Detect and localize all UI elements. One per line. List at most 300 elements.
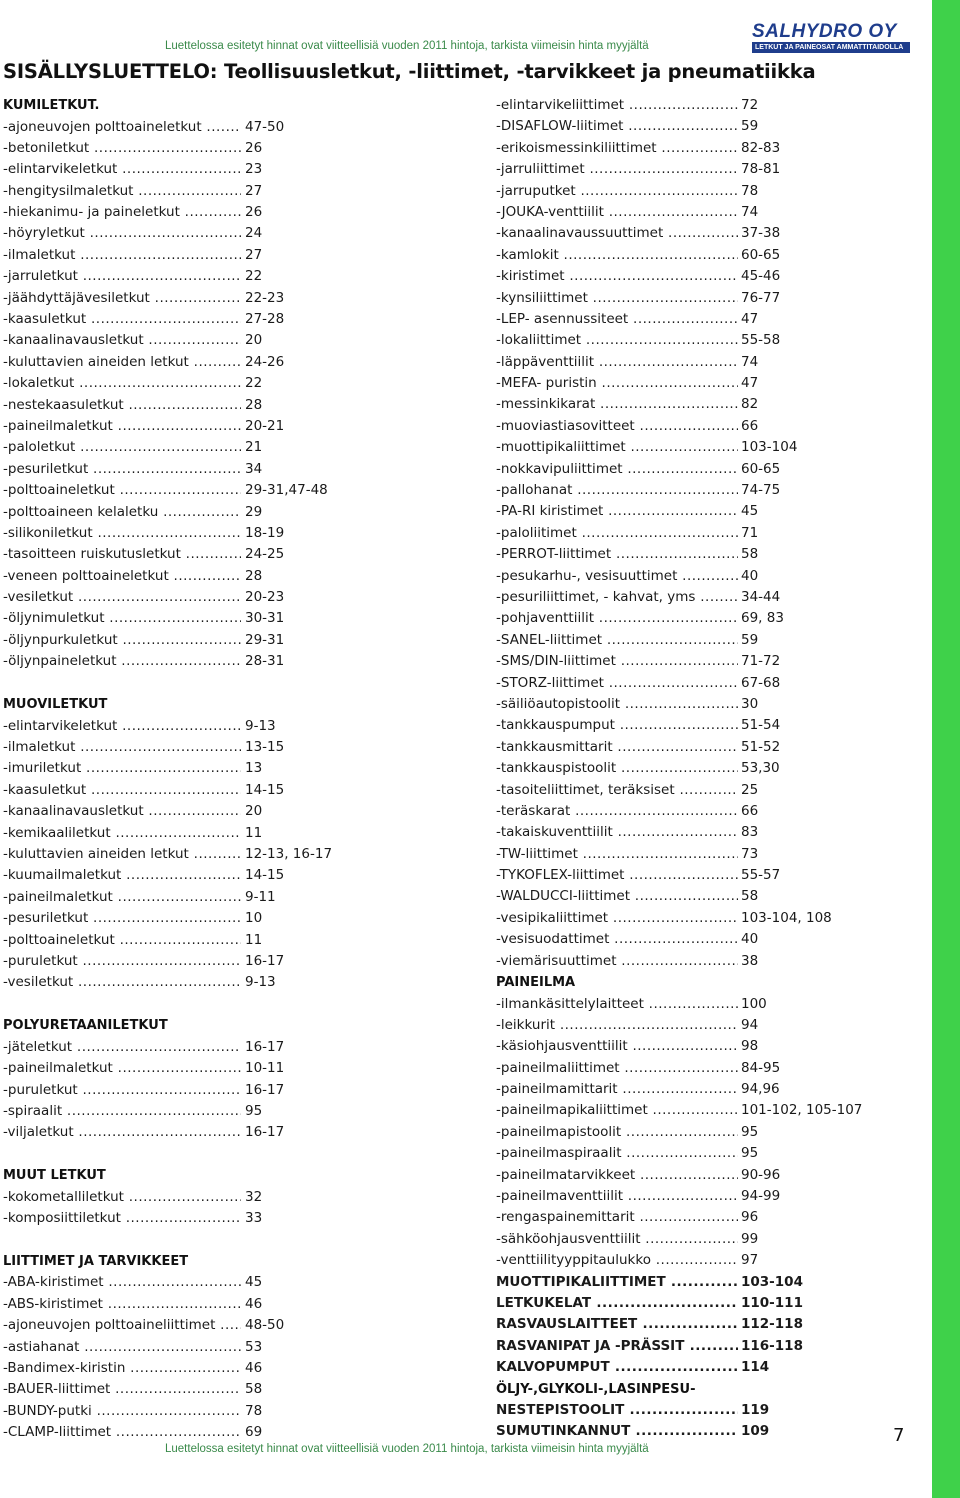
toc-entry-label: -imuriletkut ..... [3,758,241,779]
toc-entry-label: -vesisuodattimet ..... [496,929,738,950]
toc-entry-page: 47 [741,310,759,327]
toc-entry-page: 45 [741,503,759,520]
toc-entry-page: 13 [245,760,263,777]
toc-entry-page: 100 [741,995,767,1012]
toc-entry-label: -paloletkut ..... [3,437,241,458]
toc-entry-page: 90-96 [741,1166,781,1183]
toc-entry-page: 10 [245,910,263,927]
toc-entry [496,437,926,458]
toc-entry [496,929,926,950]
toc-entry-page: 82-83 [741,139,781,156]
toc-entry [3,159,423,180]
toc-entry-label: -jarruliittimet ..... [496,159,738,180]
toc-entry [496,673,926,694]
toc-entry-page: 60-65 [741,460,781,477]
toc-entry-page: 103-104, 108 [741,909,832,926]
toc-entry [3,780,423,801]
toc-entry-page: 94,96 [741,1081,780,1098]
toc-entry-label: -kaasuletkut ..... [3,309,241,330]
toc-entry-label: -SANEL-liittimet ..... [496,630,738,651]
toc-entry [496,1015,926,1036]
toc-entry-label: -silikoniletkut ..... [3,523,241,544]
toc-entry [496,844,926,865]
toc-entry-page: 11 [245,824,263,841]
toc-entry-page: 34 [245,460,263,477]
toc-entry [496,373,926,394]
toc-entry [496,1207,926,1228]
toc-entry-label: -paineilmaletkut ..... [3,416,241,437]
toc-entry-page: 25 [741,781,759,798]
toc-entry-page: 24 [245,225,263,242]
toc-entry-page: 58 [245,1381,263,1398]
toc-entry [496,822,926,843]
toc-entry-page: 29-31 [245,631,285,648]
toc-entry-label: RASVANIPAT JA -PRÄSSIT ..... [496,1336,738,1357]
toc-entry [496,1314,926,1335]
page-number: 7 [893,1425,905,1446]
toc-entry [3,1315,423,1336]
toc-entry-label: -tankkauspumput ..... [496,715,738,736]
toc-entry-page: 21 [245,439,263,456]
toc-entry [3,823,423,844]
toc-entry [3,181,423,202]
toc-entry-label: -paloliitimet ..... [496,523,738,544]
toc-entry [3,266,423,287]
toc-entry [3,288,423,309]
toc-entry-page: 24-26 [245,353,285,370]
toc-entry-label: -viljaletkut ..... [3,1122,241,1143]
toc-entry-page: 12-13, 16-17 [245,846,333,862]
toc-entry-label: -WALDUCCI-liittimet ..... [496,886,738,907]
toc-entry-page: 29 [245,503,263,520]
toc-entry-page: 95 [741,1145,759,1162]
toc-entry [496,715,926,736]
toc-entry [3,865,423,886]
toc-entry [3,1379,423,1400]
toc-entry [3,801,423,822]
toc-entry [496,1250,926,1271]
toc-entry [3,223,423,244]
toc-entry-page: 101-102, 105-107 [741,1102,863,1119]
toc-entry [496,1143,926,1164]
toc-entry-label: -jäähdyttäjävesiletkut ..... [3,288,241,309]
toc-entry-page: 20-21 [245,417,285,434]
toc-entry-label: -spiraalit ..... [3,1101,241,1122]
toc-entry [496,758,926,779]
toc-entry [496,309,926,330]
toc-entry-label: -kuluttavien aineiden letkut ..... [3,844,241,865]
toc-entry [496,352,926,373]
toc-entry-label: -TYKOFLEX-liittimet ..... [496,865,738,886]
toc-entry-page: 58 [741,888,759,905]
toc-entry [3,1208,423,1229]
toc-entry-label: -LEP- asennussiteet ..... [496,309,738,330]
toc-entry-label: -vesiletkut ..... [3,972,241,993]
toc-entry-label: -lokaletkut ..... [3,373,241,394]
toc-entry [496,994,926,1015]
toc-right-column [496,95,926,1443]
toc-entry-label: KALVOPUMPUT ..... [496,1357,738,1378]
toc-entry-label: -vesiletkut ..... [3,587,241,608]
toc-entry [496,416,926,437]
toc-entry [3,1187,423,1208]
toc-entry-label: -betoniletkut ..... [3,138,241,159]
toc-entry-page: 94 [741,1016,759,1033]
toc-entry-page: 74 [741,203,759,220]
toc-entry [496,330,926,351]
toc-entry-page: 28-31 [245,653,285,670]
toc-entry-label: -venttiilityyppitaulukko ..... [496,1250,738,1271]
toc-entry-page: 14-15 [245,781,285,798]
toc-entry-label: -viemärisuuttimet ..... [496,951,738,972]
toc-entry-page: 51-54 [741,717,781,734]
toc-entry-label: -kokometalliletkut ..... [3,1187,241,1208]
toc-entry-label: -polttoaineletkut ..... [3,480,241,501]
toc-entry-page: 98 [741,1038,759,1055]
toc-entry-page: 46 [245,1360,263,1377]
toc-entry [496,1100,926,1121]
toc-entry-label: -veneen polttoaineletkut ..... [3,566,241,587]
toc-entry [3,416,423,437]
toc-entry-label: -muottipikaliittimet ..... [496,437,738,458]
section-heading: KUMILETKUT. [3,98,100,113]
toc-entry-label: -pallohanat ..... [496,480,738,501]
toc-entry-page: 24-25 [245,546,285,563]
toc-entry-page: 9-11 [245,888,276,905]
toc-entry [3,651,423,672]
toc-entry-page: 69, 83 [741,610,784,627]
toc-entry [3,437,423,458]
toc-entry-label: -muoviastiasovitteet ..... [496,416,738,437]
toc-entry-label: -MEFA- puristin ..... [496,373,738,394]
side-stripe [932,0,960,1498]
toc-entry [3,480,423,501]
toc-entry-page: 58 [741,546,759,563]
toc-entry-page: 20-23 [245,589,285,606]
toc-entry-label: -leikkurit ..... [496,1015,738,1036]
toc-entry [3,544,423,565]
toc-entry-page: 14-15 [245,867,285,884]
toc-entry [3,459,423,480]
toc-entry [3,1101,423,1122]
toc-entry-page: 66 [741,802,759,819]
toc-entry-page: 110-111 [741,1294,803,1311]
toc-entry-label: -ajoneuvojen polttoaineliittimet ..... [3,1315,241,1336]
toc-entry-label: RASVAUSLAITTEET ..... [496,1314,738,1335]
toc-entry [3,523,423,544]
toc-entry [496,865,926,886]
toc-entry-page: 76-77 [741,289,781,306]
section-heading: LIITTIMET JA TARVIKKEET [3,1253,189,1269]
toc-entry-page: 30 [741,695,759,712]
toc-entry-page: 10-11 [245,1060,285,1077]
toc-entry-label: -kanaalinavaussuuttimet ..... [496,223,738,244]
toc-entry [496,737,926,758]
toc-entry [3,330,423,351]
toc-entry-label: -ABS-kiristimet ..... [3,1294,241,1315]
toc-entry-page: 16-17 [245,952,285,969]
toc-entry-page: 71 [741,524,759,541]
toc-entry [496,394,926,415]
toc-entry [3,352,423,373]
toc-entry-label: -BAUER-liittimet ..... [3,1379,241,1400]
toc-entry-label: -polttoaineen kelaletku ..... [3,502,241,523]
toc-entry-page: 28 [245,396,263,413]
toc-entry [3,138,423,159]
toc-entry [3,758,423,779]
toc-entry-label: -sähköohjausventtiilit ..... [496,1229,738,1250]
toc-entry [496,1122,926,1143]
toc-entry-label: -paineilmapistoolit ..... [496,1122,738,1143]
toc-entry [3,930,423,951]
toc-entry-page: 116-118 [741,1337,803,1354]
toc-entry-label: -paineilmaletkut ..... [3,887,241,908]
toc-entry-label: NESTEPISTOOLIT ..... [496,1400,738,1421]
toc-entry [496,1186,926,1207]
toc-entry-page: 83 [741,824,759,841]
toc-entry-label: -takaiskuventtiilit ..... [496,822,738,843]
toc-entry [496,566,926,587]
toc-entry-page: 59 [741,118,759,135]
toc-entry [3,737,423,758]
toc-entry [496,651,926,672]
company-logo [752,22,912,52]
toc-entry-label: -ilmaletkut ..... [3,737,241,758]
toc-entry-page: 53,30 [741,760,780,777]
toc-entry-label: -höyryletkut ..... [3,223,241,244]
toc-entry-label: -rengaspainemittarit ..... [496,1207,738,1228]
toc-entry-page: 112-118 [741,1316,803,1333]
toc-entry-page: 53 [245,1338,263,1355]
toc-entry-label: -PA-RI kiristimet ..... [496,501,738,522]
toc-entry-label: -astiahanat ..... [3,1337,241,1358]
toc-entry [496,908,926,929]
toc-entry-page: 9-13 [245,717,276,734]
toc-entry-page: 20 [245,332,263,349]
toc-entry-page: 103-104 [741,439,798,456]
toc-entry-page: 27 [245,246,263,263]
section-heading: POLYURETAANILETKUT [3,1018,168,1034]
toc-entry [3,395,423,416]
toc-entry-page: 114 [741,1359,770,1376]
toc-entry-page: 40 [741,567,759,584]
toc-entry-label: -komposiittiletkut ..... [3,1208,241,1229]
toc-entry-page: 16-17 [245,1124,285,1141]
toc-entry [3,1294,423,1315]
toc-entry-page: 71-72 [741,653,781,670]
toc-entry-label: -PERROT-liittimet ..... [496,544,738,565]
toc-entry-label: -kaasuletkut ..... [3,780,241,801]
toc-entry [496,1229,926,1250]
toc-entry-label: -kiristimet ..... [496,266,738,287]
toc-entry [496,266,926,287]
toc-entry-page: 40 [741,931,759,948]
toc-entry [496,1336,926,1357]
toc-entry [496,202,926,223]
toc-entry [496,523,926,544]
page-title: SISÄLLYSLUETTELO: Teollisuusletkut, -liittimet, -tarvikkeet ja pneumatiikka [3,60,816,83]
toc-entry-label: -paineilmaletkut ..... [3,1058,241,1079]
toc-entry-label: -pesuriliittimet, - kahvat, yms ..... [496,587,738,608]
toc-entry-label: -hengitysilmaletkut ..... [3,181,241,202]
toc-entry [496,1400,926,1421]
toc-entry-page: 78 [245,1402,263,1419]
toc-entry [496,459,926,480]
toc-entry-page: 78-81 [741,161,781,178]
toc-entry-page: 47 [741,375,759,392]
toc-entry [496,587,926,608]
toc-entry-label: -elintarvikeletkut ..... [3,716,241,737]
toc-entry-page: 11 [245,931,263,948]
toc-entry-label: -nokkavipuliittimet ..... [496,459,738,480]
toc-entry-label: -jarruputket ..... [496,181,738,202]
toc-entry-label: MUOTTIPIKALIITTIMET ..... [496,1272,738,1293]
toc-entry-page: 55-57 [741,867,781,884]
toc-entry-page: 73 [741,845,759,862]
toc-entry-label: -kanaalinavausletkut ..... [3,330,241,351]
toc-entry-label: -BUNDY-putki ..... [3,1401,241,1422]
toc-entry-page: 95 [245,1102,263,1119]
toc-entry-label: -tankkauspistoolit ..... [496,758,738,779]
toc-entry [496,608,926,629]
toc-entry-label: -vesipikaliittimet ..... [496,908,738,929]
toc-entry-page: 37-38 [741,225,781,242]
toc-entry-page: 26 [245,139,263,156]
toc-entry [496,1058,926,1079]
toc-entry-page: 94-99 [741,1188,781,1205]
toc-entry-label: -öljynimuletkut ..... [3,608,241,629]
toc-entry-page: 55-58 [741,332,781,349]
toc-entry-label: -pesuriletkut ..... [3,459,241,480]
toc-entry-label: -elintarvikeletkut ..... [3,159,241,180]
toc-entry-label: -ajoneuvojen polttoaineletkut ..... [3,117,241,138]
price-disclaimer-top: Luettelossa esitetyt hinnat ovat viitteellisiä vuoden 2011 hintoja, tarkista viimeisin hinta myyjältä [165,40,649,52]
toc-entry [3,117,423,138]
toc-entry [3,1337,423,1358]
toc-entry-page: 66 [741,417,759,434]
toc-entry-label: -säiliöautopistoolit ..... [496,694,738,715]
toc-entry-label: -elintarvikeliittimet ..... [496,95,738,116]
toc-entry-label: -messinkikarat ..... [496,394,738,415]
toc-entry-page: 96 [741,1209,759,1226]
toc-entry [496,480,926,501]
toc-entry [496,694,926,715]
toc-entry-page: 22 [245,375,263,392]
toc-entry-label: -Bandimex-kiristin ..... [3,1358,241,1379]
toc-entry-label: -puruletkut ..... [3,951,241,972]
toc-entry-page: 22 [245,268,263,285]
toc-entry-label: -paineilmamittarit ..... [496,1079,738,1100]
toc-entry-page: 74-75 [741,482,781,499]
toc-entry-label: -pesuriletkut ..... [3,908,241,929]
toc-entry [3,1037,423,1058]
toc-entry [3,1080,423,1101]
toc-entry-label: -paineilmapikaliittimet ..... [496,1100,738,1121]
toc-entry-label: -tasoitteen ruiskutusletkut ..... [3,544,241,565]
logo-tagline: LETKUT JA PAINEOSAT AMMATTITAIDOLLA [752,42,910,53]
toc-entry [496,181,926,202]
toc-entry-page: 60-65 [741,246,781,263]
toc-entry [496,544,926,565]
toc-entry-label: -kuumailmaletkut ..... [3,865,241,886]
toc-entry-label: -paineilmaspiraalit ..... [496,1143,738,1164]
toc-entry-label: -puruletkut ..... [3,1080,241,1101]
toc-entry [496,1165,926,1186]
toc-entry-label: -kynsiliittimet ..... [496,288,738,309]
toc-entry-page: 103-104 [741,1273,803,1290]
toc-entry-label: -hiekanimu- ja paineletkut ..... [3,202,241,223]
toc-entry [496,159,926,180]
toc-entry [3,1401,423,1422]
toc-entry-label: -ilmankäsittelylaitteet ..... [496,994,738,1015]
toc-entry-page: 97 [741,1252,759,1269]
toc-entry-page: 13-15 [245,739,285,756]
toc-entry-page: 48-50 [245,1317,285,1334]
toc-entry-page: 47-50 [245,118,285,135]
toc-entry-page: 95 [741,1123,759,1140]
toc-entry [496,951,926,972]
toc-entry-page: 20 [245,803,263,820]
toc-entry [496,886,926,907]
toc-left-column [3,95,423,1444]
toc-entry-page: 99 [741,1230,759,1247]
toc-entry-page: 27 [245,182,263,199]
toc-entry [3,373,423,394]
toc-entry-page: 32 [245,1188,263,1205]
toc-entry-label: -jäteletkut ..... [3,1037,241,1058]
toc-entry [3,844,423,865]
toc-entry [3,1358,423,1379]
toc-entry [496,116,926,137]
toc-entry [3,1422,423,1443]
toc-entry [496,501,926,522]
toc-entry-page: 26 [245,204,263,221]
toc-entry-label: -CLAMP-liittimet ..... [3,1422,241,1443]
toc-entry-label: LETKUKELAT ..... [496,1293,738,1314]
toc-entry-page: 46 [245,1295,263,1312]
toc-entry-page: 16-17 [245,1038,285,1055]
toc-entry-label: -paineilmaventtiilit ..... [496,1186,738,1207]
toc-entry-page: 45-46 [741,268,781,285]
toc-entry-label: -kanaalinavausletkut ..... [3,801,241,822]
price-disclaimer-bottom: Luettelossa esitetyt hinnat ovat viitteellisiä vuoden 2011 hintoja, tarkista viimeisin hinta myyjältä [165,1443,649,1455]
toc-entry [3,608,423,629]
toc-entry-page: 72 [741,97,759,113]
toc-entry-label: -erikoismessinkiliittimet ..... [496,138,738,159]
section-heading: MUOVILETKUT [3,697,108,713]
logo-text: SALHYDRO OY [752,21,897,42]
toc-entry-page: 28 [245,567,263,584]
toc-entry [496,95,926,116]
toc-entry-label: -kemikaaliletkut ..... [3,823,241,844]
toc-entry-label: -tasoiteliittimet, teräksiset ..... [496,780,738,801]
toc-entry [496,1272,926,1293]
toc-entry [3,587,423,608]
toc-entry [3,1058,423,1079]
toc-entry-label: -teräskarat ..... [496,801,738,822]
toc-entry-label: -paineilmaliittimet ..... [496,1058,738,1079]
toc-entry-page: 29-31,47-48 [245,482,328,499]
toc-entry [3,1272,423,1293]
toc-entry [3,1122,423,1143]
section-heading-oljy: ÖLJY-,GLYKOLI-,LASINPESU- [496,1381,696,1397]
toc-entry-label: -SMS/DIN-liittimet ..... [496,651,738,672]
toc-entry [496,1293,926,1314]
toc-entry-page: 23 [245,161,263,178]
toc-entry-label: -käsiohjausventtiilit ..... [496,1036,738,1057]
toc-entry-page: 34-44 [741,588,781,605]
toc-entry-label: -ABA-kiristimet ..... [3,1272,241,1293]
